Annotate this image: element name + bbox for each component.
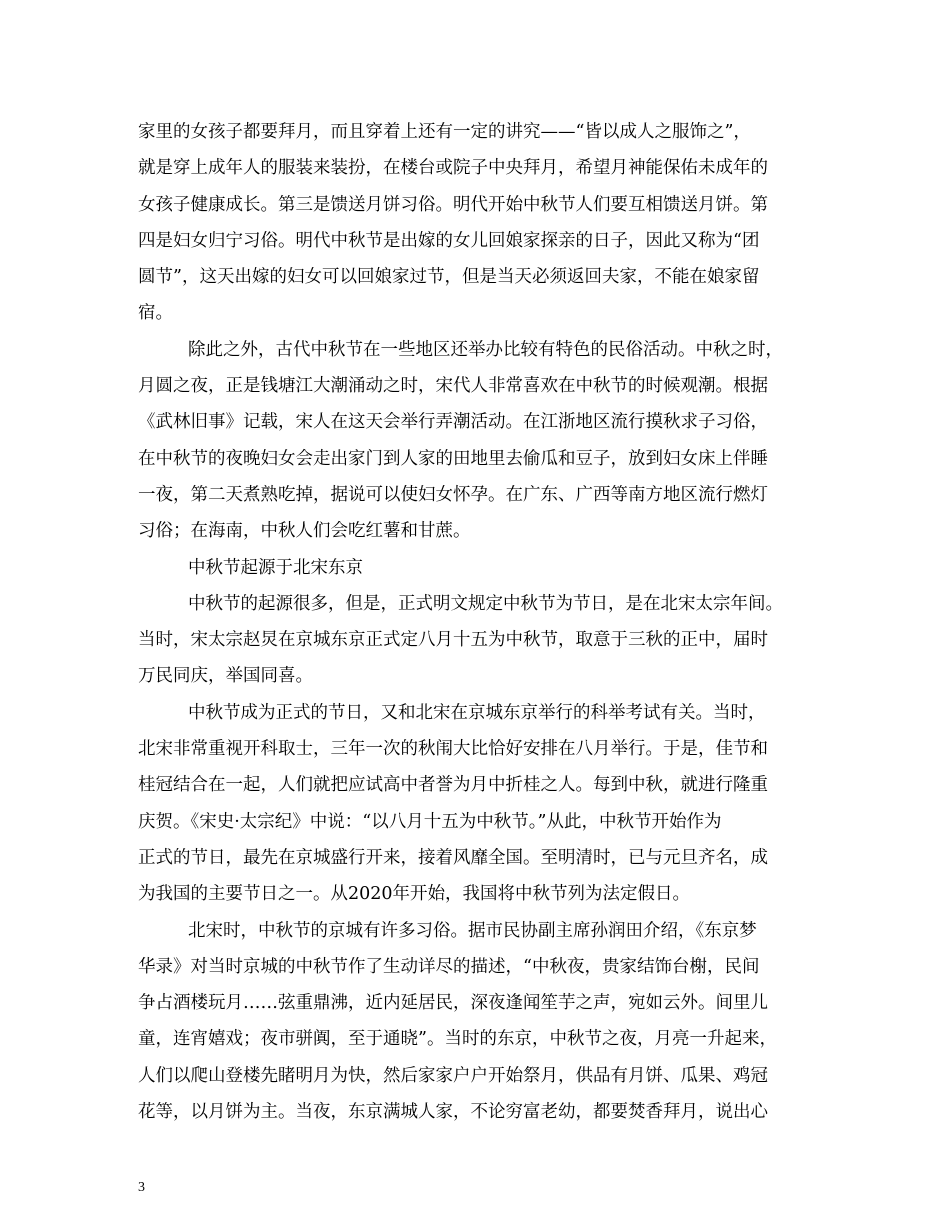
text-line: 一夜，第二天煮熟吃掉，据说可以使妇女怀孕。在广东、广西等南方地区流行燃灯: [138, 484, 768, 505]
text-line: 在中秋节的夜晚妇女会走出家门到人家的田地里去偷瓜和豆子，放到妇女床上伴睡: [138, 448, 768, 469]
paragraph-first-line: 中秋节成为正式的节日，又和北宋在京城东京举行的科举考试有关。当时，: [188, 702, 766, 723]
text-line: 家里的女孩子都要拜月，而且穿着上还有一定的讲究——“皆以成人之服饰之”，: [138, 122, 751, 142]
text-line: 人们以爬山登楼先睹明月为快，然后家家户户开始祭月，供品有月饼、瓜果、鸡冠: [138, 1065, 768, 1086]
text-line: 月圆之夜，正是钱塘江大潮涌动之时，宋代人非常喜欢在中秋节的时候观潮。根据: [138, 376, 768, 397]
text-line: 就是穿上成年人的服装来装扮，在楼台或院子中央拜月，希望月神能保佑未成年的: [138, 158, 768, 179]
body-text: [138, 114, 818, 1130]
page-number: 3: [138, 1180, 145, 1195]
text-line: 北宋非常重视开科取士，三年一次的秋闱大比恰好安排在八月举行。于是，佳节和: [138, 739, 768, 760]
paragraph-first-line: 北宋时，中秋节的京城有许多习俗。据市民协副主席孙润田介绍，《东京梦: [188, 920, 757, 941]
text-line: 当时，宋太宗赵炅在京城东京正式定八月十五为中秋节，取意于三秋的正中，届时: [138, 630, 768, 651]
text-line: 争占酒楼玩月……弦重鼎沸，近内延居民，深夜逢闻笙芋之声，宛如云外。间里儿: [138, 993, 768, 1014]
paragraph-first-line: 中秋节的起源很多，但是，正式明文规定中秋节为节日，是在北宋太宗年间。: [188, 593, 783, 614]
text-line: 桂冠结合在一起，人们就把应试高中者誉为月中折桂之人。每到中秋，就进行隆重: [138, 775, 768, 796]
text-line: 《武林旧事》记载，宋人在这天会举行弄潮活动。在江浙地区流行摸秋求子习俗，: [138, 412, 768, 433]
text-line: 正式的节日，最先在京城盛行开来，接着风靡全国。至明清时，已与元旦齐名，成: [138, 847, 768, 868]
text-line: 宿。: [138, 303, 173, 324]
text-line: 女孩子健康成长。第三是馈送月饼习俗。明代开始中秋节人们要互相馈送月饼。第: [138, 194, 768, 215]
section-heading: 中秋节起源于北宋东京: [188, 557, 363, 578]
text-line: 圆节”，这天出嫁的妇女可以回娘家过节，但是当天必须返回夫家，不能在娘家留: [138, 267, 760, 288]
text-line: 习俗；在海南，中秋人们会吃红薯和甘蔗。: [138, 521, 471, 542]
text-line: 庆贺。《宋史·太宗纪》中说：“以八月十五为中秋节。”从此，中秋节开始作为: [138, 811, 722, 832]
text-line: 四是妇女归宁习俗。明代中秋节是出嫁的女儿回娘家探亲的日子，因此又称为“团: [138, 230, 760, 251]
text-line: 华录》对当时京城的中秋节作了生动详尽的描述，“中秋夜，贵家结饰台榭，民间: [138, 956, 760, 977]
text-line: 花等，以月饼为主。当夜，东京满城人家，不论穷富老幼，都要焚香拜月，说出心: [138, 1102, 768, 1123]
text-line: 童，连宵嬉戏；夜市骈阗，至于通晓”。当时的东京，中秋节之夜，月亮一升起来，: [138, 1029, 777, 1050]
text-line: 为我国的主要节日之一。从2020年开始，我国将中秋节列为法定假日。: [138, 884, 691, 905]
text-line: 万民同庆，举国同喜。: [138, 666, 313, 687]
paragraph-first-line: 除此之外，古代中秋节在一些地区还举办比较有特色的民俗活动。中秋之时，: [188, 339, 783, 360]
